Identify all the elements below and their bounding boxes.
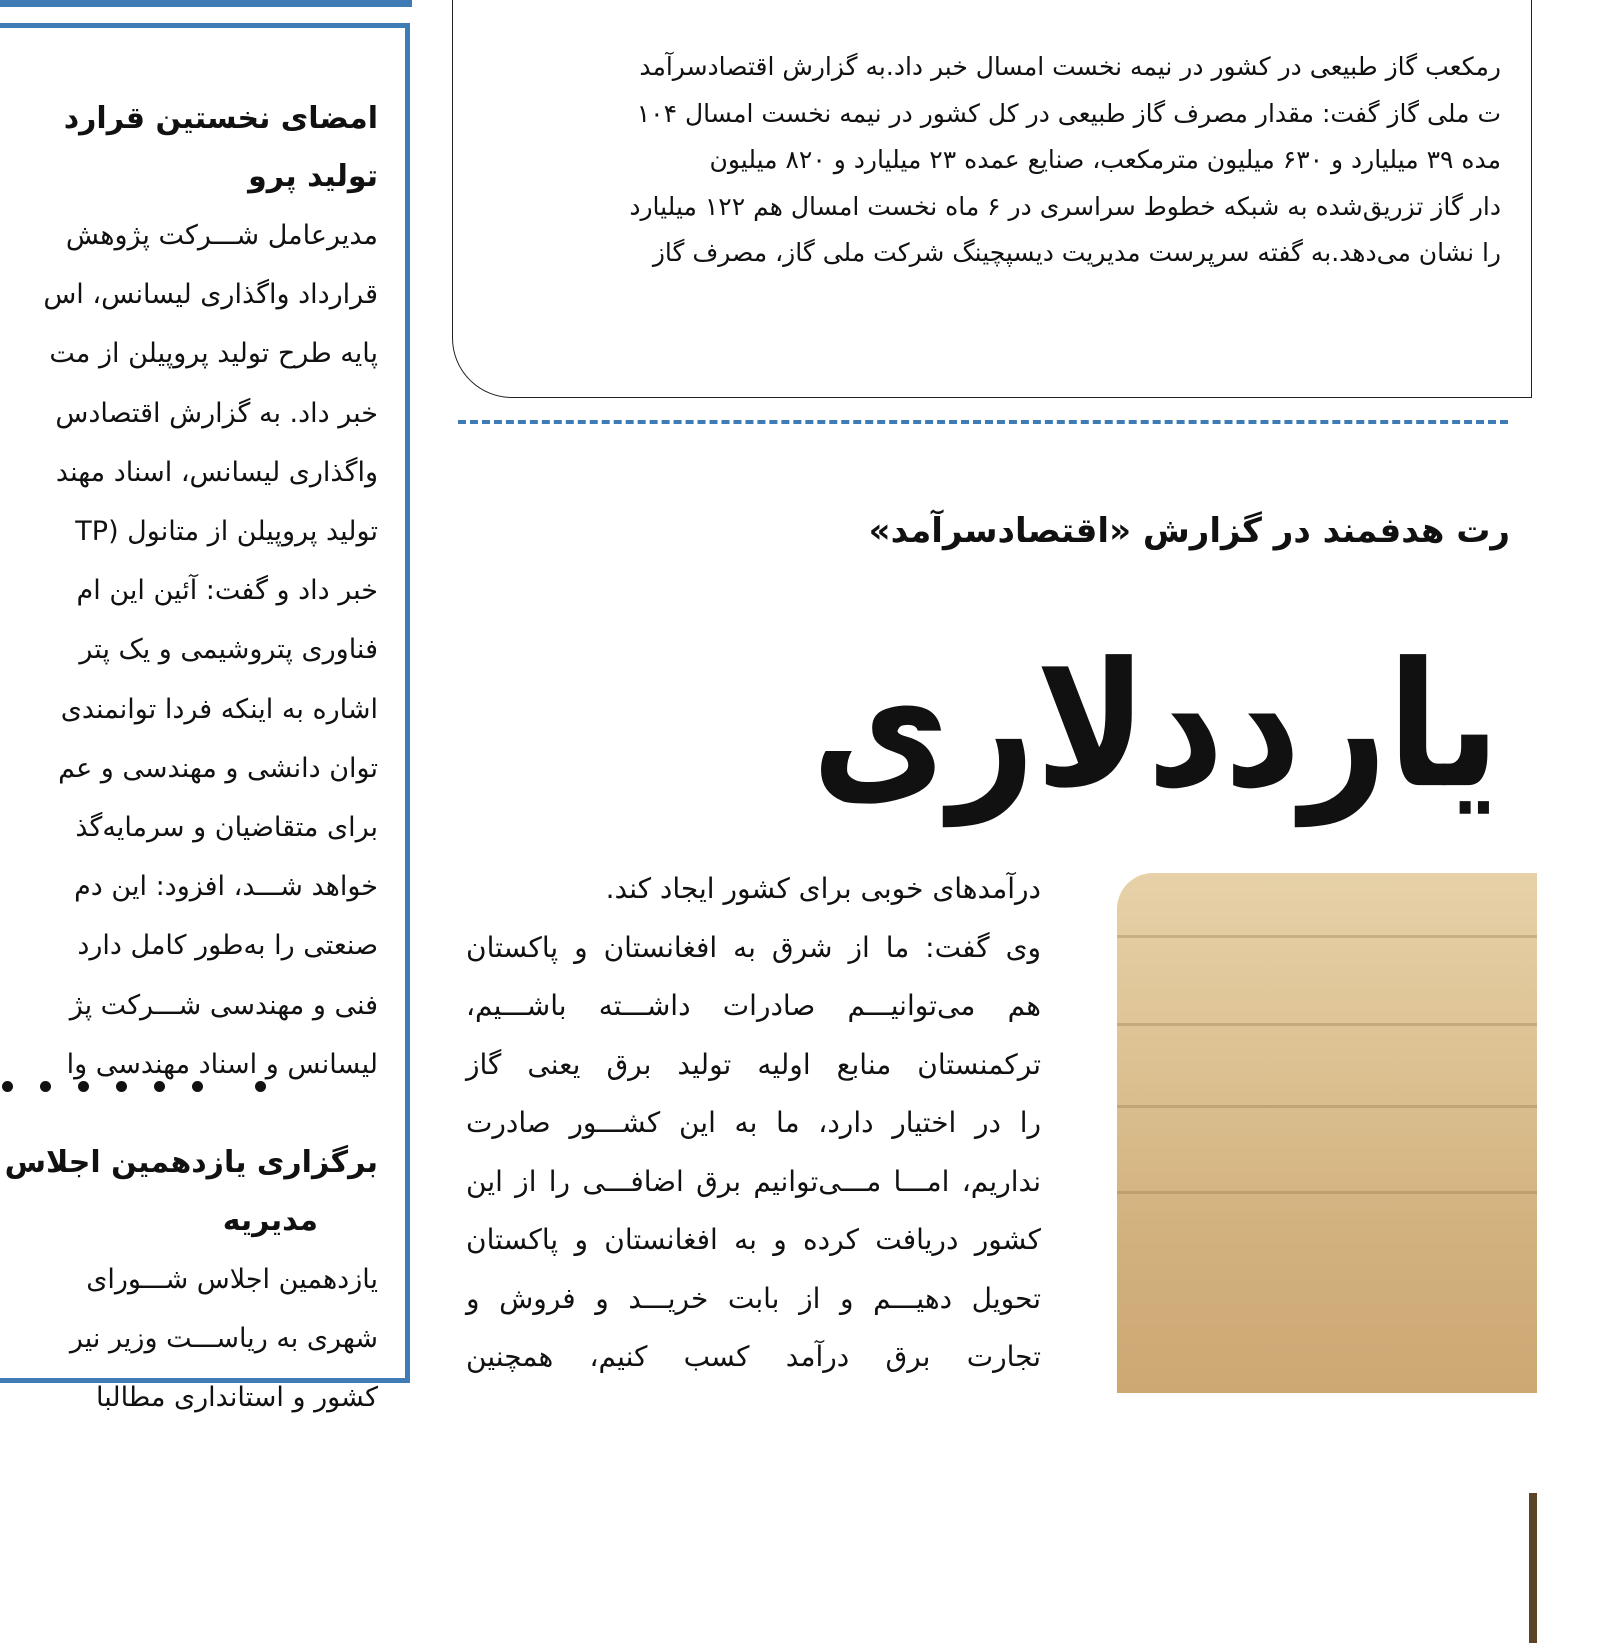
- top-article-line: رمکعب گاز طبیعی در کشور در نیمه نخست امسال خبر داد.به گزارش اقتصادسرآمد: [639, 52, 1501, 81]
- top-article-line: را نشان می‌دهد.به گفته سرپرست مدیریت دیسپچینگ شرکت ملی گاز، مصرف گاز: [652, 238, 1501, 268]
- separator-dot: [116, 1081, 127, 1092]
- article-photo: [1117, 873, 1537, 1393]
- body1-line: خبر داد. به گزارش اقتصادس: [55, 397, 378, 429]
- body1-line: فنی و مهندسی شـــرکت پژ: [69, 989, 378, 1021]
- separator-dot: [154, 1081, 165, 1092]
- headline1-line2: تولید پرو: [248, 159, 378, 194]
- separator-dot: [192, 1081, 203, 1092]
- headline1-line1: امضای نخستین قرار‌د: [63, 101, 378, 136]
- separator-dot: [2, 1081, 13, 1092]
- body1-line: لیسانس و اسناد مهندسی وا: [66, 1048, 378, 1080]
- body1-line: توان دانشی و مهندسی و عم: [58, 752, 378, 784]
- article-body-line: کشور دریافت کرده و به افغانستان و پاکستان: [466, 1223, 1041, 1256]
- top-article-line: مده ۳۹ میلیارد و ۶۳۰ میلیون مترمکعب، صنایع عمده ۲۳ میلیارد و ۸۲۰ میلیون: [709, 145, 1501, 175]
- body2-line: کشور و استانداری مطالبا: [95, 1382, 378, 1414]
- top-article-line: ت ملی گاز گفت: مقدار مصرف گاز طبیعی در کل کشور در نیمه نخست امسال ۱۰۴: [636, 98, 1501, 128]
- separator-dot: [40, 1081, 51, 1092]
- power-line: [1117, 935, 1537, 938]
- article-headline: یارددلاری: [811, 626, 1500, 827]
- body1-line: خواهد شـــد، افزود: این دم: [74, 871, 378, 903]
- body1-line: تولید پروپیلن از متانول (TP: [75, 516, 378, 548]
- dashed-divider: [458, 420, 1508, 424]
- top-rule: [0, 0, 412, 7]
- article-kicker: رت هدفمند در گزارش «اقتصادسرآمد»: [868, 511, 1510, 551]
- body2-line: شهری به ریاســـت وزیر نیر: [69, 1323, 378, 1355]
- headline2-line2: مدیریه: [222, 1203, 318, 1239]
- pole: [1529, 1493, 1537, 1643]
- separator-dot: [255, 1081, 266, 1092]
- article-headline-frame: [811, 600, 1620, 827]
- article-body: [466, 860, 1041, 1387]
- article-body-line: نداریم، امـــا مـــی‌توانیم برق اضافـــی را از این: [466, 1164, 1041, 1198]
- article-body-line: هم می‌توانیـــم صادرات داشـــته باشـــیم،: [466, 989, 1041, 1022]
- body1-line: واگذاری لیسانس، اسناد مهند: [55, 456, 378, 488]
- article-body-line: را در اختیار دارد، ما به این کشـــور صادرت: [466, 1106, 1041, 1139]
- power-line: [1117, 1191, 1537, 1194]
- article-body-line: وی گفت: ما از شرق به افغانستان و پاکستان: [466, 930, 1041, 964]
- body1-line: اشاره به اینکه فردا توانمندی: [60, 693, 378, 725]
- body1-line: قرارداد واگذاری لیسانس، اس: [43, 279, 378, 311]
- headline2-line1: برگزاری یازدهمین اجلاس: [4, 1145, 378, 1181]
- separator-dots: [0, 1081, 365, 1101]
- body1-line: فناوری پتروشیمی و یک پتر: [79, 634, 378, 666]
- body1-line: خبر داد و گفت: آئین این ام: [76, 575, 378, 607]
- top-article-line: دار گاز تزریق‌شده به شبکه خطوط سراسری در ۶ ماه نخست امسال هم ۱۲۲ میلیارد: [629, 191, 1501, 221]
- body1-line: صنعتی را به‌طور کامل دارد: [77, 930, 378, 962]
- power-line: [1117, 1023, 1537, 1026]
- top-news-box: [452, 0, 1532, 398]
- body1-line: برای متقاضیان و سرمایه‌گذ: [75, 812, 378, 844]
- body1-line: پایه طرح تولید پروپیلن از مت: [49, 338, 378, 370]
- article-body-line: درآمدهای خوبی برای کشور ایجاد کند.: [605, 872, 1041, 905]
- top-article-text: [301, 44, 1501, 277]
- article-body-line: تحویل دهیـــم و از بابت خریـــد و فروش و: [466, 1281, 1041, 1315]
- body1-line: مدیرعامل شـــرکت پژوهش: [65, 220, 378, 251]
- separator-dot: [78, 1081, 89, 1092]
- article-body-line: تجارت برق درآمد کسب کنیم، همچنین: [466, 1340, 1041, 1373]
- article-body-line: ترکمنستان منابع اولیه تولید برق یعنی گاز: [466, 1047, 1041, 1081]
- power-line: [1117, 1105, 1537, 1108]
- body2-line: یازدهمین اجلاس شـــورای: [86, 1264, 378, 1296]
